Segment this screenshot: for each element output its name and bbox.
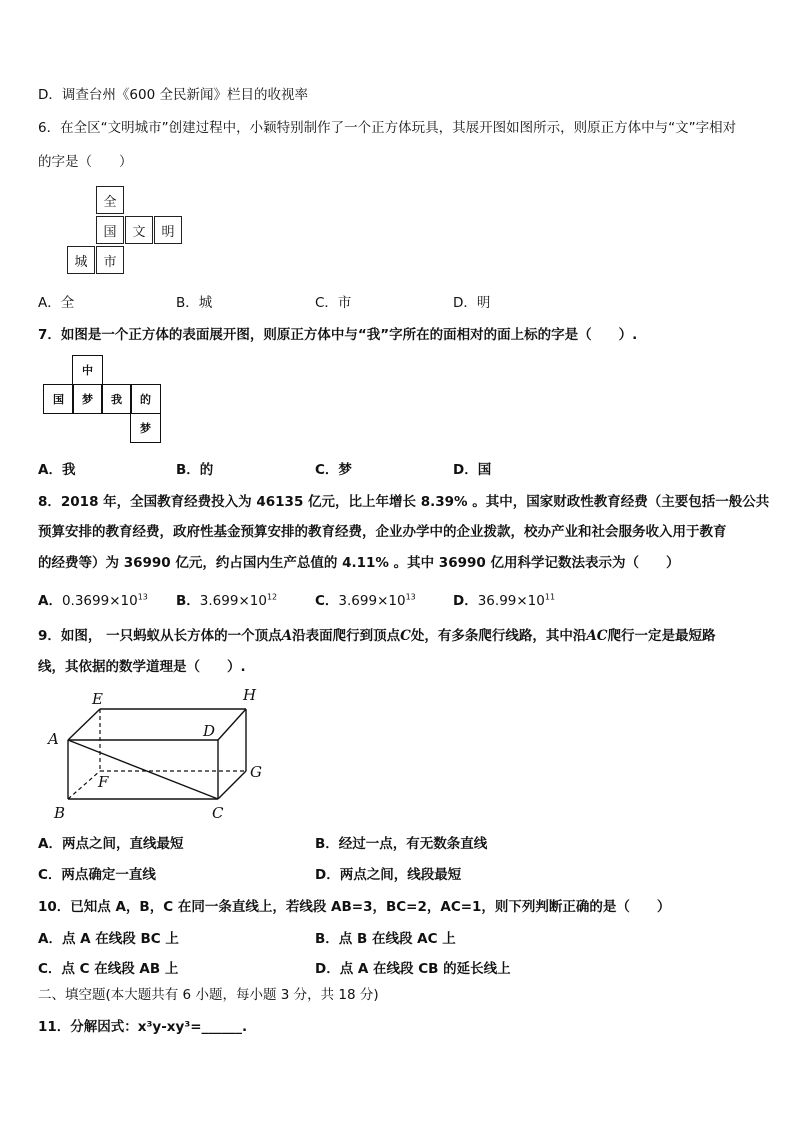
q8-option-base: 3.699×10: [338, 593, 406, 609]
q8-option-a[interactable]: [38, 589, 148, 609]
q8-option-base: 3.699×10: [199, 593, 267, 609]
q6-net-cell: 国: [96, 216, 124, 244]
q10-option-b[interactable]: B．点 B 在线段 AC 上: [315, 931, 456, 947]
q7-option-a[interactable]: A．我: [38, 462, 76, 478]
q8-option-exp: 12: [266, 592, 278, 602]
q8-option-base: 0.3699×10: [61, 593, 138, 609]
q8-text-line3: 的经费等）为 36990 亿元，约占国内生产总值的 4.11% 。其中 36990 亿用科学记数法表示为（ ）: [38, 555, 680, 571]
q9-point-a: A: [281, 628, 293, 644]
q9-cuboid-figure: [40, 682, 280, 822]
q9-label-f: F: [98, 773, 109, 791]
q10-option-a[interactable]: A．点 A 在线段 BC 上: [38, 931, 179, 947]
q11-prompt: 11．分解因式：x³y-xy³=: [38, 1019, 202, 1035]
q6-option-d[interactable]: D．明: [453, 295, 491, 311]
q7-text: 7．如图是一个正方体的表面展开图，则原正方体中与“我”字所在的面相对的面上标的字是（ ）.: [38, 327, 638, 343]
q11-answer-blank[interactable]: ______.: [201, 1019, 248, 1035]
q9-label-g: G: [250, 763, 262, 781]
q6-net-cell: 城: [67, 246, 95, 274]
q9-text-line1: [38, 624, 716, 644]
prev-option-d: D．调查台州《600 全民新闻》栏目的收视率: [38, 87, 308, 103]
q6-option-c[interactable]: C．市: [315, 295, 352, 311]
q7-net-cell: 梦: [130, 413, 161, 443]
q9-option-c[interactable]: C．两点确定一直线: [38, 867, 156, 883]
q8-option-base: 36.99×10: [477, 593, 545, 609]
q9-text-part: 9．如图， 一只蚂蚁从长方体的一个顶点: [38, 628, 282, 644]
q8-option-d[interactable]: [453, 589, 555, 609]
q9-text-part: 沿表面爬行到顶点: [292, 628, 401, 644]
q11-text: [38, 1015, 247, 1035]
q8-option-b[interactable]: [176, 589, 277, 609]
q9-text-part: 爬行一定是最短路: [607, 628, 716, 644]
q9-option-a[interactable]: A．两点之间，直线最短: [38, 836, 184, 852]
q9-text-line2: 线，其依据的数学道理是（ ）.: [38, 659, 246, 675]
q10-option-c[interactable]: C．点 C 在线段 AB 上: [38, 961, 179, 977]
q8-text-line2: 预算安排的教育经费，政府性基金预算安排的教育经费，企业办学中的企业拨款，校办产业和社会服务收入用于教育: [38, 524, 727, 540]
q8-option-label: D．: [453, 593, 478, 609]
q9-label-h: H: [243, 686, 257, 704]
q7-net-cell: 中: [72, 355, 103, 385]
q9-label-a: A: [48, 730, 59, 748]
q8-text-line1: 8．2018 年，全国教育经费投入为 46135 亿元，比上年增长 8.39% 。其中，国家财政性教育经费（主要包括一般公共: [38, 494, 770, 510]
q6-text-line1: 6．在全区“文明城市”创建过程中，小颖特别制作了一个正方体玩具，其展开图如图所示，则原正方体中与“文”字相对: [38, 120, 737, 136]
q6-net-cell: 明: [154, 216, 182, 244]
q9-text-part: 处，有多条爬行线路，其中沿: [410, 628, 587, 644]
q8-option-exp: 13: [137, 592, 148, 602]
q6-net-cell: 市: [96, 246, 124, 274]
q8-option-c[interactable]: [315, 589, 416, 609]
q7-option-b[interactable]: B．的: [176, 462, 214, 478]
q7-net-cell: 的: [130, 384, 161, 414]
q7-option-c[interactable]: C．梦: [315, 462, 352, 478]
q9-option-d[interactable]: D．两点之间，线段最短: [315, 867, 462, 883]
q6-text-line2: 的字是（ ）: [38, 154, 133, 170]
q8-option-label: C．: [315, 593, 339, 609]
q8-option-exp: 11: [544, 592, 556, 602]
q7-option-d[interactable]: D．国: [453, 462, 492, 478]
q9-label-d: D: [203, 722, 216, 740]
q8-option-label: B．: [176, 593, 200, 609]
q6-option-b[interactable]: B．城: [176, 295, 213, 311]
q6-net-cell: 文: [125, 216, 153, 244]
q7-net-cell: 我: [101, 384, 132, 414]
section-heading: 二、填空题(本大题共有 6 小题，每小题 3 分，共 18 分): [38, 987, 379, 1003]
q9-label-b: B: [54, 804, 66, 822]
q8-option-label: A．: [38, 593, 62, 609]
q10-option-d[interactable]: D．点 A 在线段 CB 的延长线上: [315, 961, 511, 977]
q10-text: 10．已知点 A，B，C 在同一条直线上，若线段 AB=3，BC=2，AC=1，则下列判断正确的是（ ）: [38, 899, 671, 915]
q6-option-a[interactable]: A．全: [38, 295, 75, 311]
q9-point-c: C: [400, 628, 411, 644]
q8-option-exp: 13: [405, 592, 416, 602]
q9-segment-ac: AC: [586, 628, 608, 644]
q6-net-cell: 全: [96, 186, 124, 214]
q9-label-c: C: [212, 804, 224, 822]
q7-net-cell: 国: [43, 384, 74, 414]
q9-option-b[interactable]: B．经过一点，有无数条直线: [315, 836, 488, 852]
q7-net-cell: 梦: [72, 384, 103, 414]
q9-label-e: E: [92, 690, 103, 708]
